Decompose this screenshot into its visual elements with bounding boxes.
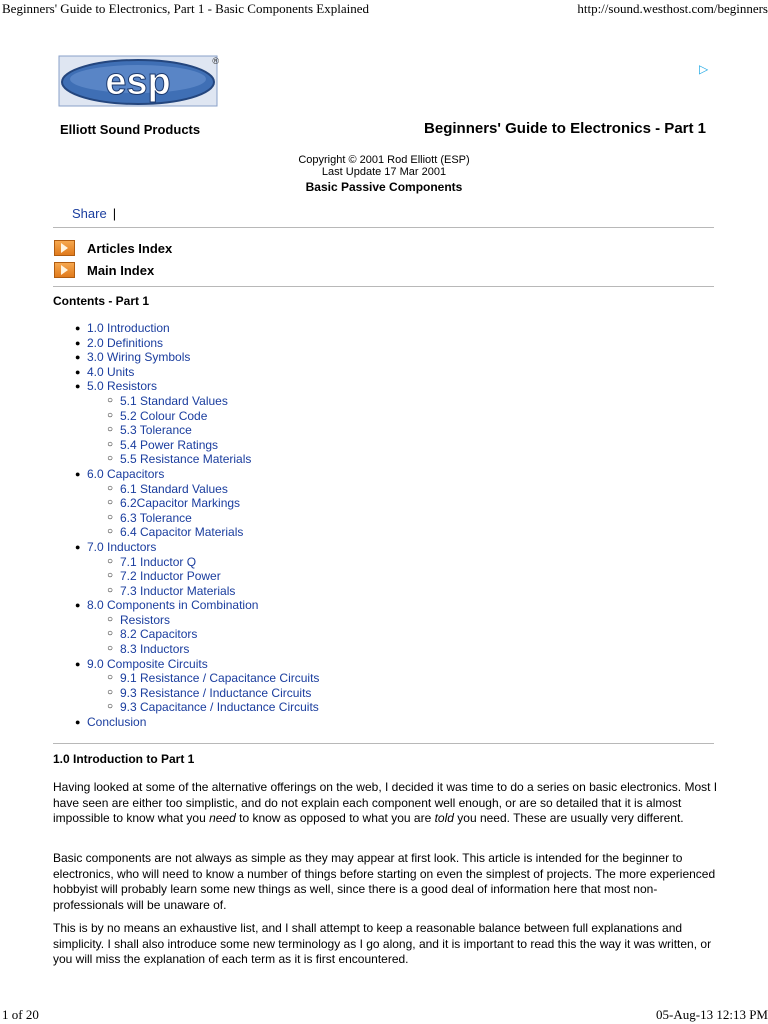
circle-bullet-icon: ○ [107,584,114,596]
circle-bullet-icon: ○ [107,526,114,538]
bullet-icon: ● [75,352,81,363]
circle-bullet-icon: ○ [107,511,114,523]
toc-item[interactable] [0,613,768,628]
toc-link[interactable]: 9.1 Resistance / Capacitance Circuits [120,671,320,686]
page-count: 1 of 20 [2,1007,39,1022]
toc-item[interactable] [0,379,768,394]
circle-bullet-icon: ○ [107,394,114,406]
toc-item[interactable] [0,525,768,540]
toc-item[interactable] [0,467,768,482]
toc-link[interactable]: 8.2 Capacitors [120,627,198,642]
toc-link[interactable]: 6.3 Tolerance [120,510,192,525]
print-timestamp: 05-Aug-13 12:13 PM [656,1007,768,1022]
intro-paragraph-3: This is by no means an exhaustive list, and I shall attempt to keep a reasonable balance between full explanations and simplicity. I shall also introduce some new terminology as I go along, and it is important to read this the way it was written, or you will miss the explanation of each term as it is first encountered. [53,921,712,967]
toc-item[interactable] [0,715,768,730]
toc-item[interactable] [0,627,768,642]
toc-link[interactable]: 3.0 Wiring Symbols [87,350,191,365]
circle-bullet-icon: ○ [107,672,114,684]
toc-link[interactable]: 6.4 Capacitor Materials [120,525,244,540]
toc-link[interactable]: 7.1 Inductor Q [120,554,197,569]
toc-item[interactable] [0,438,768,453]
toc-item[interactable] [0,423,768,438]
print-header [0,0,768,18]
toc-link[interactable]: 5.2 Colour Code [120,408,208,423]
divider [53,227,714,228]
toc-link[interactable]: Resistors [120,612,171,627]
toc-link[interactable]: 1.0 Introduction [87,321,170,335]
toc-link[interactable]: 6.1 Standard Values [120,481,228,496]
share-separator: | [112,206,117,221]
emphasis-text: need [209,811,236,826]
circle-bullet-icon: ○ [107,701,114,713]
toc-link[interactable]: 8.3 Inductors [120,642,190,657]
intro-paragraph-1 [53,780,723,827]
site-name: Elliott Sound Products [60,122,201,137]
toc-item[interactable] [0,511,768,526]
toc-item[interactable] [0,686,768,701]
toc-item[interactable] [0,365,768,380]
circle-bullet-icon: ○ [107,570,114,582]
toc-link[interactable]: Conclusion [87,715,147,730]
toc-item[interactable] [0,642,768,657]
toc-item[interactable] [0,496,768,511]
paragraph-text: Having looked at some of the alternative offerings on the web, I decided it was time to do a series on basic electronics. Most I have seen are either too simplistic, and do not explain each component well enough, or are so detailed that it is almost impossible to know what you [53,780,718,826]
toc-item[interactable] [0,671,768,686]
toc-link[interactable]: 7.0 Inductors [87,539,157,554]
intro-paragraph-2: Basic components are not always as simple as they may appear at first look. This article is intended for the beginner to electronics, who will need to know a number of things before starting on even the simplest of projects. The more experienced hobbyist will probably learn some new things as well, since there is a good deal of information here that most non-professionals will be unaware of. [53,851,716,912]
toc-link[interactable]: 7.2 Inductor Power [120,569,221,584]
emphasis-text: told [434,811,454,826]
toc-link[interactable]: 5.1 Standard Values [120,393,228,408]
divider [53,286,714,287]
circle-bullet-icon: ○ [107,555,114,567]
bullet-icon: ● [75,366,81,377]
bullet-icon: ● [75,658,81,669]
toc-item[interactable] [0,452,768,467]
circle-bullet-icon: ○ [107,438,114,450]
bullet-icon: ● [75,337,81,348]
circle-bullet-icon: ○ [107,643,114,655]
toc-link[interactable]: 6.2Capacitor Markings [120,496,241,511]
print-footer [0,1006,768,1024]
bullet-icon: ● [75,541,81,552]
toc-item[interactable] [0,409,768,424]
circle-bullet-icon: ○ [107,409,114,421]
esp-logo[interactable] [58,55,222,107]
toc-link[interactable]: 9.0 Composite Circuits [87,656,208,671]
toc-item[interactable] [0,336,768,351]
toc-link[interactable]: 8.0 Components in Combination [87,598,259,613]
share-bar [72,206,116,221]
logo-text: esp [105,61,171,103]
toc-link[interactable]: 4.0 Units [87,364,135,379]
articles-index-link[interactable]: Articles Index [87,241,173,256]
circle-bullet-icon: ○ [107,613,114,625]
toc-link[interactable]: 7.3 Inductor Materials [120,583,236,598]
toc-link[interactable]: 5.0 Resistors [87,379,158,394]
divider [53,743,714,744]
main-index-link[interactable]: Main Index [87,263,155,278]
bullet-icon: ● [75,717,81,728]
orange-arrow-icon [54,240,75,256]
toc-item[interactable] [0,584,768,599]
share-link[interactable]: Share [72,206,107,221]
toc-link[interactable]: 9.3 Resistance / Inductance Circuits [120,685,312,700]
bullet-icon: ● [75,468,81,479]
circle-bullet-icon: ○ [107,686,114,698]
toc-item[interactable] [0,394,768,409]
toc-link[interactable]: 5.4 Power Ratings [120,437,219,452]
toc-item[interactable] [0,540,768,555]
print-header-url: http://sound.westhost.com/beginners [577,1,768,16]
paragraph-text: to know as opposed to what you are [235,811,435,826]
orange-arrow-icon [54,262,75,278]
toc-item[interactable] [0,700,768,715]
toc-link[interactable]: 6.0 Capacitors [87,466,165,481]
toc-link[interactable]: 9.3 Capacitance / Inductance Circuits [120,700,319,715]
page-subtitle: Basic Passive Components [305,180,463,194]
circle-bullet-icon: ○ [107,497,114,509]
toc-item[interactable] [0,657,768,672]
last-update: Last Update 17 Mar 2001 [321,166,447,178]
bullet-icon: ● [75,600,81,611]
toc-link[interactable]: 2.0 Definitions [87,335,164,350]
contents-heading: Contents - Part 1 [53,294,150,308]
toc-item[interactable] [0,598,768,613]
toc-link[interactable]: 5.3 Tolerance [120,423,192,438]
circle-bullet-icon: ○ [107,482,114,494]
circle-bullet-icon: ○ [107,628,114,640]
copyright-notice: Copyright © 2001 Rod Elliott (ESP) [298,154,470,166]
toc-item[interactable] [0,569,768,584]
registered-mark: ® [212,56,219,66]
table-of-contents [0,321,768,730]
page-title: Beginners' Guide to Electronics - Part 1 [424,120,706,137]
toc-item[interactable] [0,555,768,570]
toc-item[interactable] [0,482,768,497]
bullet-icon: ● [75,381,81,392]
print-header-title: Beginners' Guide to Electronics, Part 1 - Basic Components Explained [2,1,369,16]
bullet-icon: ● [75,323,81,333]
toc-link[interactable]: 5.5 Resistance Materials [120,452,252,467]
toc-item[interactable] [0,321,768,336]
circle-bullet-icon: ○ [107,453,114,465]
circle-bullet-icon: ○ [107,424,114,436]
ad-choices-icon[interactable]: ▷ [699,62,709,76]
intro-heading: 1.0 Introduction to Part 1 [53,752,195,766]
paragraph-text: you need. These are usually very different. [453,811,684,826]
toc-item[interactable] [0,350,768,365]
